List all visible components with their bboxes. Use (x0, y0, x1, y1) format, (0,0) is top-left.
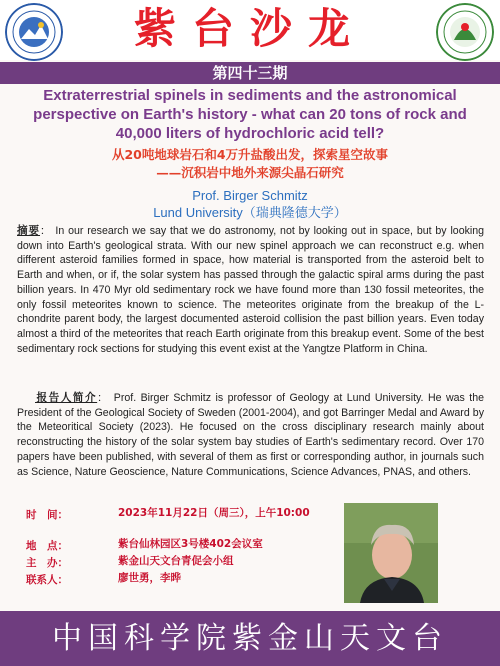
contact-value: 廖世勇，李晔 (118, 572, 181, 584)
time-value: 2023年11月22日（周三），上午10:00 (118, 507, 310, 519)
abstract-label: 摘要 (17, 225, 41, 237)
header (0, 0, 500, 60)
speaker-name: Prof. Birger Schmitz (192, 188, 308, 203)
contact-label: 联系人： (26, 574, 68, 586)
host-value: 紫金山天文台青促会小组 (118, 555, 234, 567)
speaker-affiliation: Lund University（瑞典隆德大学） (153, 205, 347, 220)
issue-number: 第四十三期 (0, 62, 500, 84)
info-contact (26, 572, 326, 589)
info-host (26, 555, 326, 572)
footer-organization: 中国科学院紫金山天文台 (0, 611, 500, 666)
host-label: 主 办： (26, 557, 68, 569)
talk-title-cn-line1: 从20吨地球岩石和4万升盐酸出发，探索星空故事 (111, 147, 389, 162)
speaker-bio: 报告人简介： Prof. Birger Schmitz is professor of Geology at Lund University. He was the President of the Geological Society of Sweden (2001-2004), and got Barringer Medal and Award by the Meteoritical Society (2023). He focused on the cross disciplinary research mainly about reconstructing the history of the solar system bay studies of Earth's sedimentary record. Over 170 papers have been published, with several of them as first or corresponding author, in journals such as Science, Nature Geoscience, Nature Communications, Science Advances, PNAS, and others. (17, 392, 485, 478)
talk-title-en: Extraterrestrial spinels in sediments and the astronomical perspective on Earth's history - what can 20 tons of rock and 40,000 liters of hydrochloric acid tell? (33, 87, 467, 142)
speaker-photo (344, 503, 438, 603)
bio-label: 报告人简介 (35, 392, 98, 404)
right-emblem-icon (436, 3, 494, 61)
info-time (26, 507, 326, 538)
salon-title: 紫台沙龙 (133, 4, 366, 53)
time-label: 时 间： (26, 509, 68, 521)
bio-text: Prof. Birger Schmitz is professor of Geology at Lund University. He was the President of the Geological Society of Sweden (2001-2004), and got Barringer Medal and Award by the Meteoritical Society (2023). He focused on the cross disciplinary research mainly about reconstructing the history of the solar system bay studies of Earth's sedimentary record. Over 170 papers have been published, with several of them as first or corresponding author, in journals such as Science, Nature Geoscience, Nature Communications, Science Advances, PNAS, and others. (17, 392, 485, 478)
abstract-text: In our research we say that we do astronomy, not by looking out in space, but by looking down into Earth's geological strata. With our new spinel approach we can reconstruct e.g. when different asteroid families formed in space, how material is transported from the asteroid belt to Earth and when, or if, the solar system has passed through the galactic spiral arms during the past billion years. In 470 Myr old sedimentary rock we have found more than 130 fossil meteorites, the only fossil meteorites known to science. The meteorites originate from the breakup of the L-chondrite parent body, the largest documented asteroid collision the past billion years. Even today almost a third of the meteorites that reach Earth originate from this breakup event. Some of the best sedimentary rock sections for studying this event exist at the Yangtze Platform in China. (17, 225, 485, 355)
abstract: 摘要： In our research we say that we do astronomy, not by looking out in space, but by looking down into Earth's geological strata. With our new spinel approach we can reconstruct e.g. when different asteroid families formed in space, how material is transported from the asteroid belt to Earth and when, or if, the solar system has passed through the galactic spiral arms during the past billion years. In 470 Myr old sedimentary rock we have found more than 130 fossil meteorites, the only fossil meteorites known to science. The meteorites originate from the breakup of the L-chondrite parent body, the largest documented asteroid collision the past billion years. Even today almost a third of the meteorites that reach Earth originate from this breakup event. Some of the best sedimentary rock sections for studying this event exist at the Yangtze Platform in China. (17, 225, 485, 355)
place-value: 紫台仙林园区3号楼402会议室 (118, 538, 263, 550)
talk-title-cn-line2: ——沉积岩中地外来源尖晶石研究 (156, 165, 344, 180)
event-info (26, 507, 326, 589)
talk-title-cn (10, 146, 490, 182)
place-label: 地 点： (26, 540, 68, 552)
info-place (26, 538, 326, 555)
speaker (10, 187, 490, 221)
